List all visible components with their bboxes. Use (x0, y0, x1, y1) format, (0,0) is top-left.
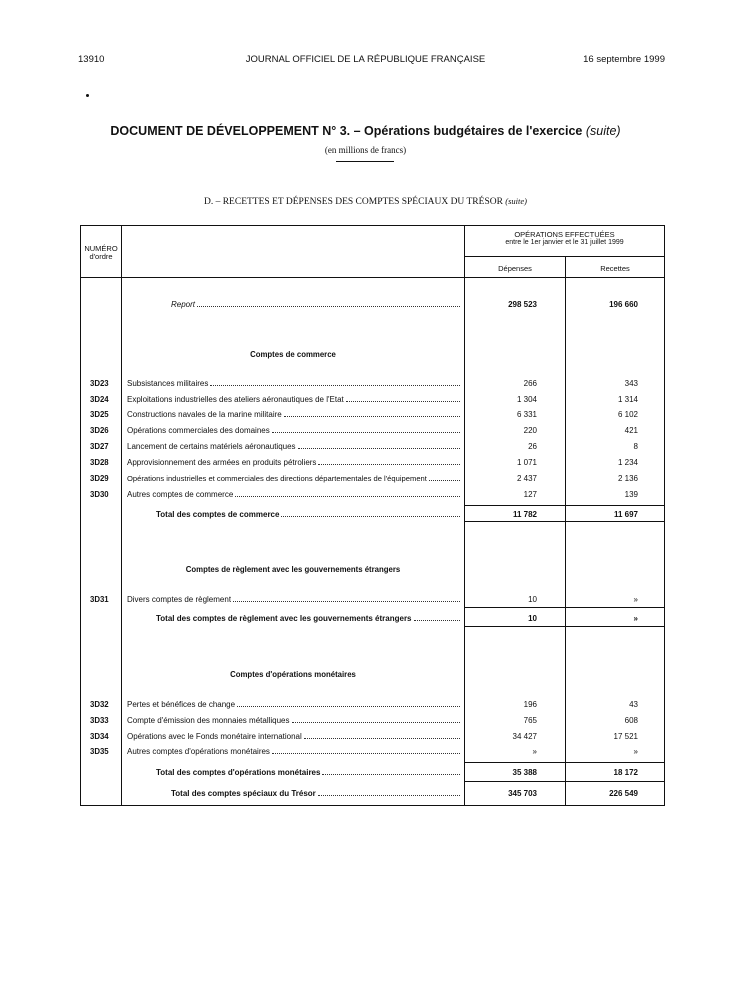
leader-dots (292, 716, 461, 723)
row-label (127, 490, 460, 499)
total-rule-reglement (464, 607, 665, 608)
row-code: 3D24 (90, 395, 109, 404)
leader-dots (429, 474, 460, 481)
row-label-text: Autres comptes d'opérations monétaires (127, 747, 270, 756)
leader-dots (298, 442, 460, 449)
row-recettes: » (633, 595, 638, 604)
row-label-text: Constructions navales de la marine militaire (127, 410, 282, 419)
row-label (127, 410, 460, 419)
col-recettes-header: Recettes (600, 264, 630, 273)
grand-total-depenses: 345 703 (508, 789, 537, 798)
leader-dots (346, 395, 460, 402)
section-title-main: D. – RECETTES ET DÉPENSES DES COMPTES SPÉCIAUX DU TRÉSOR (203, 197, 503, 207)
leader-dots (272, 426, 460, 433)
row-label-text: Opérations avec le Fonds monétaire international (127, 732, 302, 741)
stray-dot (86, 94, 89, 97)
row-recettes: 8 (633, 442, 638, 451)
row-label (127, 458, 460, 467)
row-label (127, 716, 460, 725)
col-sep-numero (121, 225, 122, 806)
total-rule-commerce-after (464, 521, 665, 522)
row-recettes: 17 521 (613, 732, 638, 741)
row-depenses: 1 304 (516, 395, 537, 404)
row-code: 3D32 (90, 700, 109, 709)
row-code: 3D35 (90, 747, 109, 756)
leader-dots (237, 700, 460, 707)
row-code: 3D26 (90, 426, 109, 435)
row-code: 3D34 (90, 732, 109, 741)
row-recettes: 6 102 (617, 410, 638, 419)
row-code: 3D25 (90, 410, 109, 419)
row-label (127, 442, 460, 451)
total-rule-commerce (464, 505, 665, 506)
total-recettes: 11 697 (613, 510, 638, 519)
col-numero-header: NUMÉRO (84, 244, 118, 253)
document-subtitle: (en millions de francs) (324, 145, 407, 155)
row-code: 3D33 (90, 716, 109, 725)
row-label (127, 700, 460, 709)
table-right-border (664, 225, 665, 806)
table-top-border (80, 225, 665, 226)
leader-dots (210, 379, 460, 386)
row-depenses: 6 331 (516, 410, 537, 419)
document-title-suite: (suite) (585, 124, 621, 138)
report-label (171, 300, 460, 309)
document-title-main: DOCUMENT DE DÉVELOPPEMENT N° 3. – Opérations budgétaires de l'exercice (110, 124, 583, 138)
total-label-text: Total des comptes de commerce (156, 510, 280, 519)
issue-date: 16 septembre 1999 (583, 54, 665, 65)
row-label (127, 395, 460, 404)
row-recettes: 421 (624, 426, 638, 435)
report-recettes: 196 660 (609, 300, 638, 309)
row-label-text: Compte d'émission des monnaies métalliques (127, 716, 290, 725)
category-monetaire: Comptes d'opérations monétaires (230, 670, 356, 679)
leader-dots (322, 768, 460, 775)
document-title (0, 124, 731, 138)
grand-total-label (171, 789, 460, 798)
row-label (127, 474, 460, 483)
leader-dots (414, 614, 461, 621)
journal-title: JOURNAL OFFICIEL DE LA RÉPUBLIQUE FRANÇAISE (245, 54, 486, 65)
leader-dots (304, 732, 460, 739)
col-numero-subheader: d'ordre (89, 252, 113, 261)
header-bottom-rule (80, 277, 665, 278)
row-depenses: 34 427 (512, 732, 537, 741)
category-commerce: Comptes de commerce (250, 350, 336, 359)
row-depenses: 10 (528, 595, 537, 604)
row-code: 3D30 (90, 490, 109, 499)
row-code: 3D31 (90, 595, 109, 604)
leader-dots (284, 410, 460, 417)
row-recettes: 1 234 (617, 458, 638, 467)
col-sep-amounts (565, 256, 566, 806)
row-label-text: Lancement de certains matériels aéronautiques (127, 442, 296, 451)
row-code: 3D28 (90, 458, 109, 467)
row-recettes: 43 (629, 700, 638, 709)
page-number: 13910 (78, 54, 105, 65)
row-label (127, 379, 460, 388)
row-code: 3D23 (90, 379, 109, 388)
row-label-text: Subsistances militaires (127, 379, 209, 388)
row-depenses: 266 (523, 379, 537, 388)
row-depenses: » (532, 747, 537, 756)
row-label-text: Opérations commerciales des domaines (127, 426, 270, 435)
row-recettes: 139 (624, 490, 638, 499)
category-reglement: Comptes de règlement avec les gouvernements étrangers (185, 565, 401, 574)
row-label (127, 732, 460, 741)
title-rule (336, 161, 394, 162)
row-label-text: Opérations industrielles et commerciales des directions départementales de l'équipement (127, 474, 427, 483)
row-recettes: 2 136 (617, 474, 638, 483)
row-depenses: 26 (528, 442, 537, 451)
row-label-text: Exploitations industrielles des ateliers aéronautiques de l'Etat (127, 395, 344, 404)
row-depenses: 127 (523, 490, 537, 499)
row-recettes: 608 (624, 716, 638, 725)
total-label (156, 768, 460, 777)
table-bottom-border (80, 805, 665, 806)
row-label (127, 595, 460, 604)
row-label-text: Approvisionnement des armées en produits pétroliers (127, 458, 317, 467)
report-label-text: Report (171, 300, 196, 309)
ops-period: entre le 1er janvier et le 31 juillet 1999 (505, 239, 624, 246)
row-depenses: 196 (523, 700, 537, 709)
total-label-text: Total des comptes d'opérations monétaires (156, 768, 321, 777)
row-label (127, 747, 460, 756)
row-code: 3D27 (90, 442, 109, 451)
row-code: 3D29 (90, 474, 109, 483)
col-depenses-header: Dépenses (498, 264, 532, 273)
row-label (127, 426, 460, 435)
total-depenses: 10 (528, 614, 537, 623)
row-label-text: Pertes et bénéfices de change (127, 700, 236, 709)
grand-total-recettes: 226 549 (609, 789, 638, 798)
leader-dots (318, 789, 460, 796)
ops-header-rule (464, 256, 665, 257)
total-label-text: Total des comptes de règlement avec les gouvernements étrangers (156, 614, 412, 623)
row-depenses: 220 (523, 426, 537, 435)
row-recettes: » (633, 747, 638, 756)
leader-dots (233, 595, 460, 602)
row-recettes: 1 314 (617, 395, 638, 404)
total-depenses: 35 388 (512, 768, 537, 777)
total-recettes: » (633, 614, 638, 623)
total-depenses: 11 782 (512, 510, 537, 519)
report-depenses: 298 523 (508, 300, 537, 309)
leader-dots (272, 747, 460, 754)
leader-dots (197, 300, 460, 307)
grand-total-label-text: Total des comptes spéciaux du Trésor (171, 789, 316, 798)
ops-header: OPÉRATIONS EFFECTUÉES (514, 230, 615, 239)
row-recettes: 343 (624, 379, 638, 388)
row-depenses: 2 437 (516, 474, 537, 483)
total-recettes: 18 172 (613, 768, 638, 777)
col-sep-label (464, 225, 465, 806)
row-depenses: 1 071 (516, 458, 537, 467)
total-rule-monetaire-after (464, 781, 665, 782)
leader-dots (318, 458, 460, 465)
section-title (0, 196, 731, 207)
table-left-border (80, 225, 81, 806)
total-label (156, 510, 460, 519)
row-label-text: Autres comptes de commerce (127, 490, 234, 499)
total-label (156, 614, 460, 623)
row-depenses: 765 (523, 716, 537, 725)
leader-dots (235, 490, 460, 497)
total-rule-monetaire (464, 762, 665, 763)
leader-dots (281, 510, 460, 517)
section-title-suite: (suite) (505, 196, 528, 206)
total-rule-reglement-after (464, 626, 665, 627)
row-label-text: Divers comptes de règlement (127, 595, 232, 604)
